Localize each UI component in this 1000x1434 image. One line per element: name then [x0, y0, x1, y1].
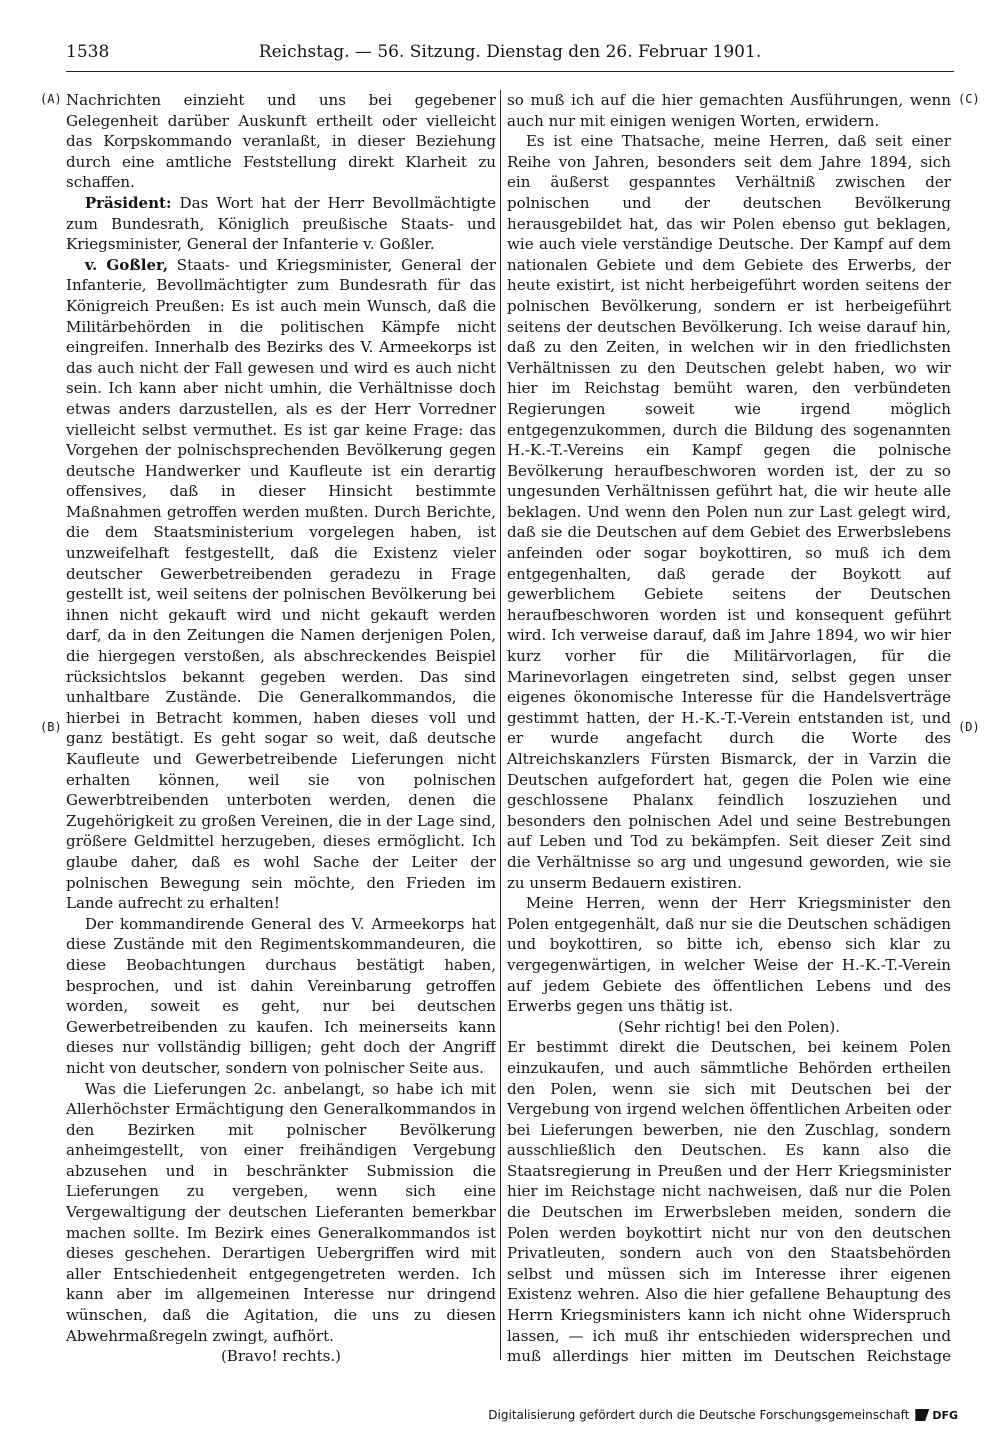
speaker-label: v. Goßler, — [84, 255, 169, 274]
dfg-logo — [915, 1409, 958, 1422]
speaker-label: Präsident: — [84, 193, 172, 212]
interjection: (Sehr richtig! bei den Polen). — [618, 1017, 840, 1036]
column-divider — [500, 90, 501, 1360]
margin-mark-c: (C) — [958, 92, 980, 106]
left-column — [66, 90, 496, 1365]
margin-mark-d: (D) — [958, 720, 980, 734]
dfg-mark-icon — [915, 1409, 929, 1421]
page-number: 1538 — [66, 42, 110, 62]
header-rule — [66, 71, 954, 72]
margin-mark-a: (A) — [40, 92, 62, 106]
funding-text: Digitalisierung gefördert durch die Deutsche Forschungsgemeinschaft — [488, 1408, 910, 1422]
paragraph: so muß ich auf die hier gemachten Ausführungen, wenn auch nur mit einigen wenigen Worten, erwidern. — [507, 91, 951, 130]
running-title: Reichstag. — 56. Sitzung. Dienstag den 26. Februar 1901. — [258, 42, 762, 62]
paragraph: Was die Lieferungen 2c. anbelangt, so habe ich mit Allerhöchster Ermächtigung den Generalkommandos in den Bezirken mit polnischer Bevölkerung anheimgestellt, von einer freihändigen Vergebung abzusehen und in beschränkter Submission die Lieferungen zu vergeben, wenn sich eine Vergewaltigung der deutschen Lieferanten bemerkbar machen sollte. Im Bezirk eines Generalkommandos ist dieses geschehen. Derartigen Uebergriffen wird mit aller Entschiedenheit entgegengetreten werden. Ich kann aber im allgemeinen Interesse nur dringend wünschen, daß die Agitation, die uns zu diesen Abwehrmaßregeln zwingt, aufhört. — [66, 1079, 496, 1345]
paragraph: Nachrichten einzieht und uns bei gegebener Gelegenheit darüber Auskunft ertheilt oder vielleicht das Korpskommando veranlaßt, in dieser Beziehung durch eine amtliche Feststellung direkt Klarheit zu schaffen. — [66, 91, 496, 192]
paragraph: Meine Herren, wenn der Herr Kriegsminister den Polen entgegenhält, daß nur sie die Deutschen schädigen und boykottiren, so bitte ich, ebenso sich klar zu vergegenwärtigen, in welcher Weise der H.-K.-T.-Verein auf jedem Gebiete des öffentlichen Lebens und des Erwerbs gegen uns thätig ist. — [507, 894, 951, 1016]
margin-mark-b: (B) — [40, 720, 62, 734]
interjection: (Bravo! rechts.) — [220, 1347, 342, 1365]
paragraph: Er bestimmt direkt die Deutschen, bei keinem Polen einzukaufen, und auch sämmtliche Behörden ertheilen den Polen, wenn sie sich mit Deutschen bei der Vergebung von irgend welchen öffentlichen Arbeiten oder bei Lieferungen bewerben, nie den Zuschlag, sondern ausschließlich den Deutschen. Es kann also die Staatsregierung in Preußen und der Herr Kriegsminister hier im Reichstage nicht nachweisen, daß nur die Polen die Deutschen im Erwerbsleben meiden, sondern die Polen werden boykottirt nicht nur von den deutschen Privatleuten, sondern auch von den Staatsbehörden selbst und müssen sich im Interesse ihrer eigenen Existenz wehren. Also die hier gefallene Behauptung des Herrn Kriegsministers kann ich nicht ohne Widerspruch lassen, — ich muß ihr entschieden widersprechen und muß allerdings hier mitten im Deutschen Reichstage — [507, 1038, 951, 1365]
dfg-logo-text: DFG — [932, 1408, 958, 1422]
paragraph — [66, 255, 496, 914]
speech-text: Das Wort hat der Herr Bevollmächtigte zum Bundesrath, Königlich preußische Staats- und Kriegsminister, General der Infanterie v. Goßler. — [66, 193, 496, 254]
right-column — [507, 90, 951, 1365]
speech-text: Staats- und Kriegsminister, General der Infanterie, Bevollmächtigter zum Bundesrath für das Königreich Preußen: Es ist auch mein Wunsch, daß die Militärbehörden in die politischen Kämpfe nicht eingreifen. Innerhalb des Bezirks des V. Armeekorps ist das auch nicht der Fall gewesen und wird es auch nicht sein. Ich kann aber nicht umhin, die Verhältnisse doch etwas anders darzustellen, als es der Herr Vorredner vielleicht selbst vermuthet. Es ist gar keine Frage: das Vorgehen der polnischsprechenden Bevölkerung gegen deutsche Handwerker und Kaufleute ist ein derartig offensives, daß in dieser Hinsicht bestimmte Maßnahmen getroffen werden mußten. Durch Berichte, die dem Staatsministerium vorgelegen haben, ist unzweifelhaft festgestellt, daß die Existenz vieler deutscher Gewerbetreibenden geradezu in Frage gestellt ist, weil seitens der polnischen Bevölkerung bei ihnen nicht gekauft wird und nicht gekauft werden darf, da in den Zeitungen die Namen derjenigen Polen, die hiergegen verstoßen, als abschreckendes Beispiel rücksichtslos bekannt gegeben werden. Das sind unhaltbare Zustände. Die Generalkommandos, die hierbei in Betracht kommen, haben dieses voll und ganz bestätigt. Es geht sogar so weit, daß deutsche Kaufleute und Gewerbetreibende Lieferungen nicht erhalten können, weil sie von polnischen Gewerbtreibenden unterboten werden, denen die Zugehörigkeit zu großen Vereinen, die in der Lage sind, größere Geldmittel herzugeben, dieses ermöglicht. Ich glaube daher, daß es wohl Sache der Leiter der polnischen Bewegung sein möchte, den Frieden im Lande aufrecht zu erhalten! — [66, 255, 496, 913]
page-header — [66, 40, 954, 68]
paragraph — [66, 193, 496, 255]
paragraph: Der kommandirende General des V. Armeekorps hat diese Zustände mit den Regimentskommandeuren, die diese Beobachtungen durchaus bestätigt haben, besprochen, und ist dahin Vereinbarung getroffen worden, soweit es geht, nur bei deutschen Gewerbetreibenden zu kaufen. Ich meinerseits kann dieses nur vollständig billigen; geht doch der Angriff nicht von deutscher, sondern von polnischer Seite aus. — [66, 914, 496, 1077]
paragraph: Es ist eine Thatsache, meine Herren, daß seit einer Reihe von Jahren, besonders seit dem Jahre 1894, sich ein äußerst gespanntes Verhältniß zwischen der polnischen und der deutschen Bevölkerung herausgebildet hat, das wir Polen ebenso gut beklagen, wie auch viele verständige Deutsche. Der Kampf auf dem nationalen Gebiete und dem Gebiete des Erwerbs, der heute existirt, ist nicht herbeigeführt worden seitens der polnischen Bevölkerung, sondern er ist herbeigeführt seitens der deutschen Bevölkerung. Ich weise darauf hin, daß zu den Zeiten, in welchen wir in den friedlichsten Verhältnissen zu den Deutschen gelebt haben, wo wir hier im Reichstag bemüht waren, den verbündeten Regierungen soweit wie irgend möglich entgegenzukommen, durch die Bildung des sogenannten H.-K.-T.-Vereins ein Kampf gegen die polnische Bevölkerung heraufbeschworen worden ist, der zu so ungesunden Verhältnissen geführt hat, die wir heute alle beklagen. Und wenn den Polen nun zur Last gelegt wird, daß sie die Deutschen auf dem Gebiet des Erwerbslebens anfeinden oder sogar boykottiren, so muß ich dem entgegenhalten, daß gerade der Boykott auf gewerblichem Gebiete seitens der Deutschen heraufbeschworen worden ist und konsequent geführt wird. Ich verweise darauf, daß im Jahre 1894, wo wir hier kurz vorher für die Militärvorlagen, für die Marinevorlagen eingetreten sind, selbst gegen unser eigenes ökonomische Interesse für die Handelsverträge gestimmt hatten, der H.-K.-T.-Verein entstanden ist, und er wurde angefacht durch die Worte des Altreichskanzlers Fürsten Bismarck, der in Varzin die Deutschen aufgefordert hat, gegen die Polen wie eine geschlossene Phalanx feindlich loszuziehen und besonders den polnischen Adel und seine Bestrebungen auf Leben und Tod zu bekämpfen. Seit dieser Zeit sind die Verhältnisse so arg und ungesund geworden, wie sie zu unserm Bedauern existiren. — [507, 132, 951, 892]
funding-note — [488, 1408, 958, 1422]
